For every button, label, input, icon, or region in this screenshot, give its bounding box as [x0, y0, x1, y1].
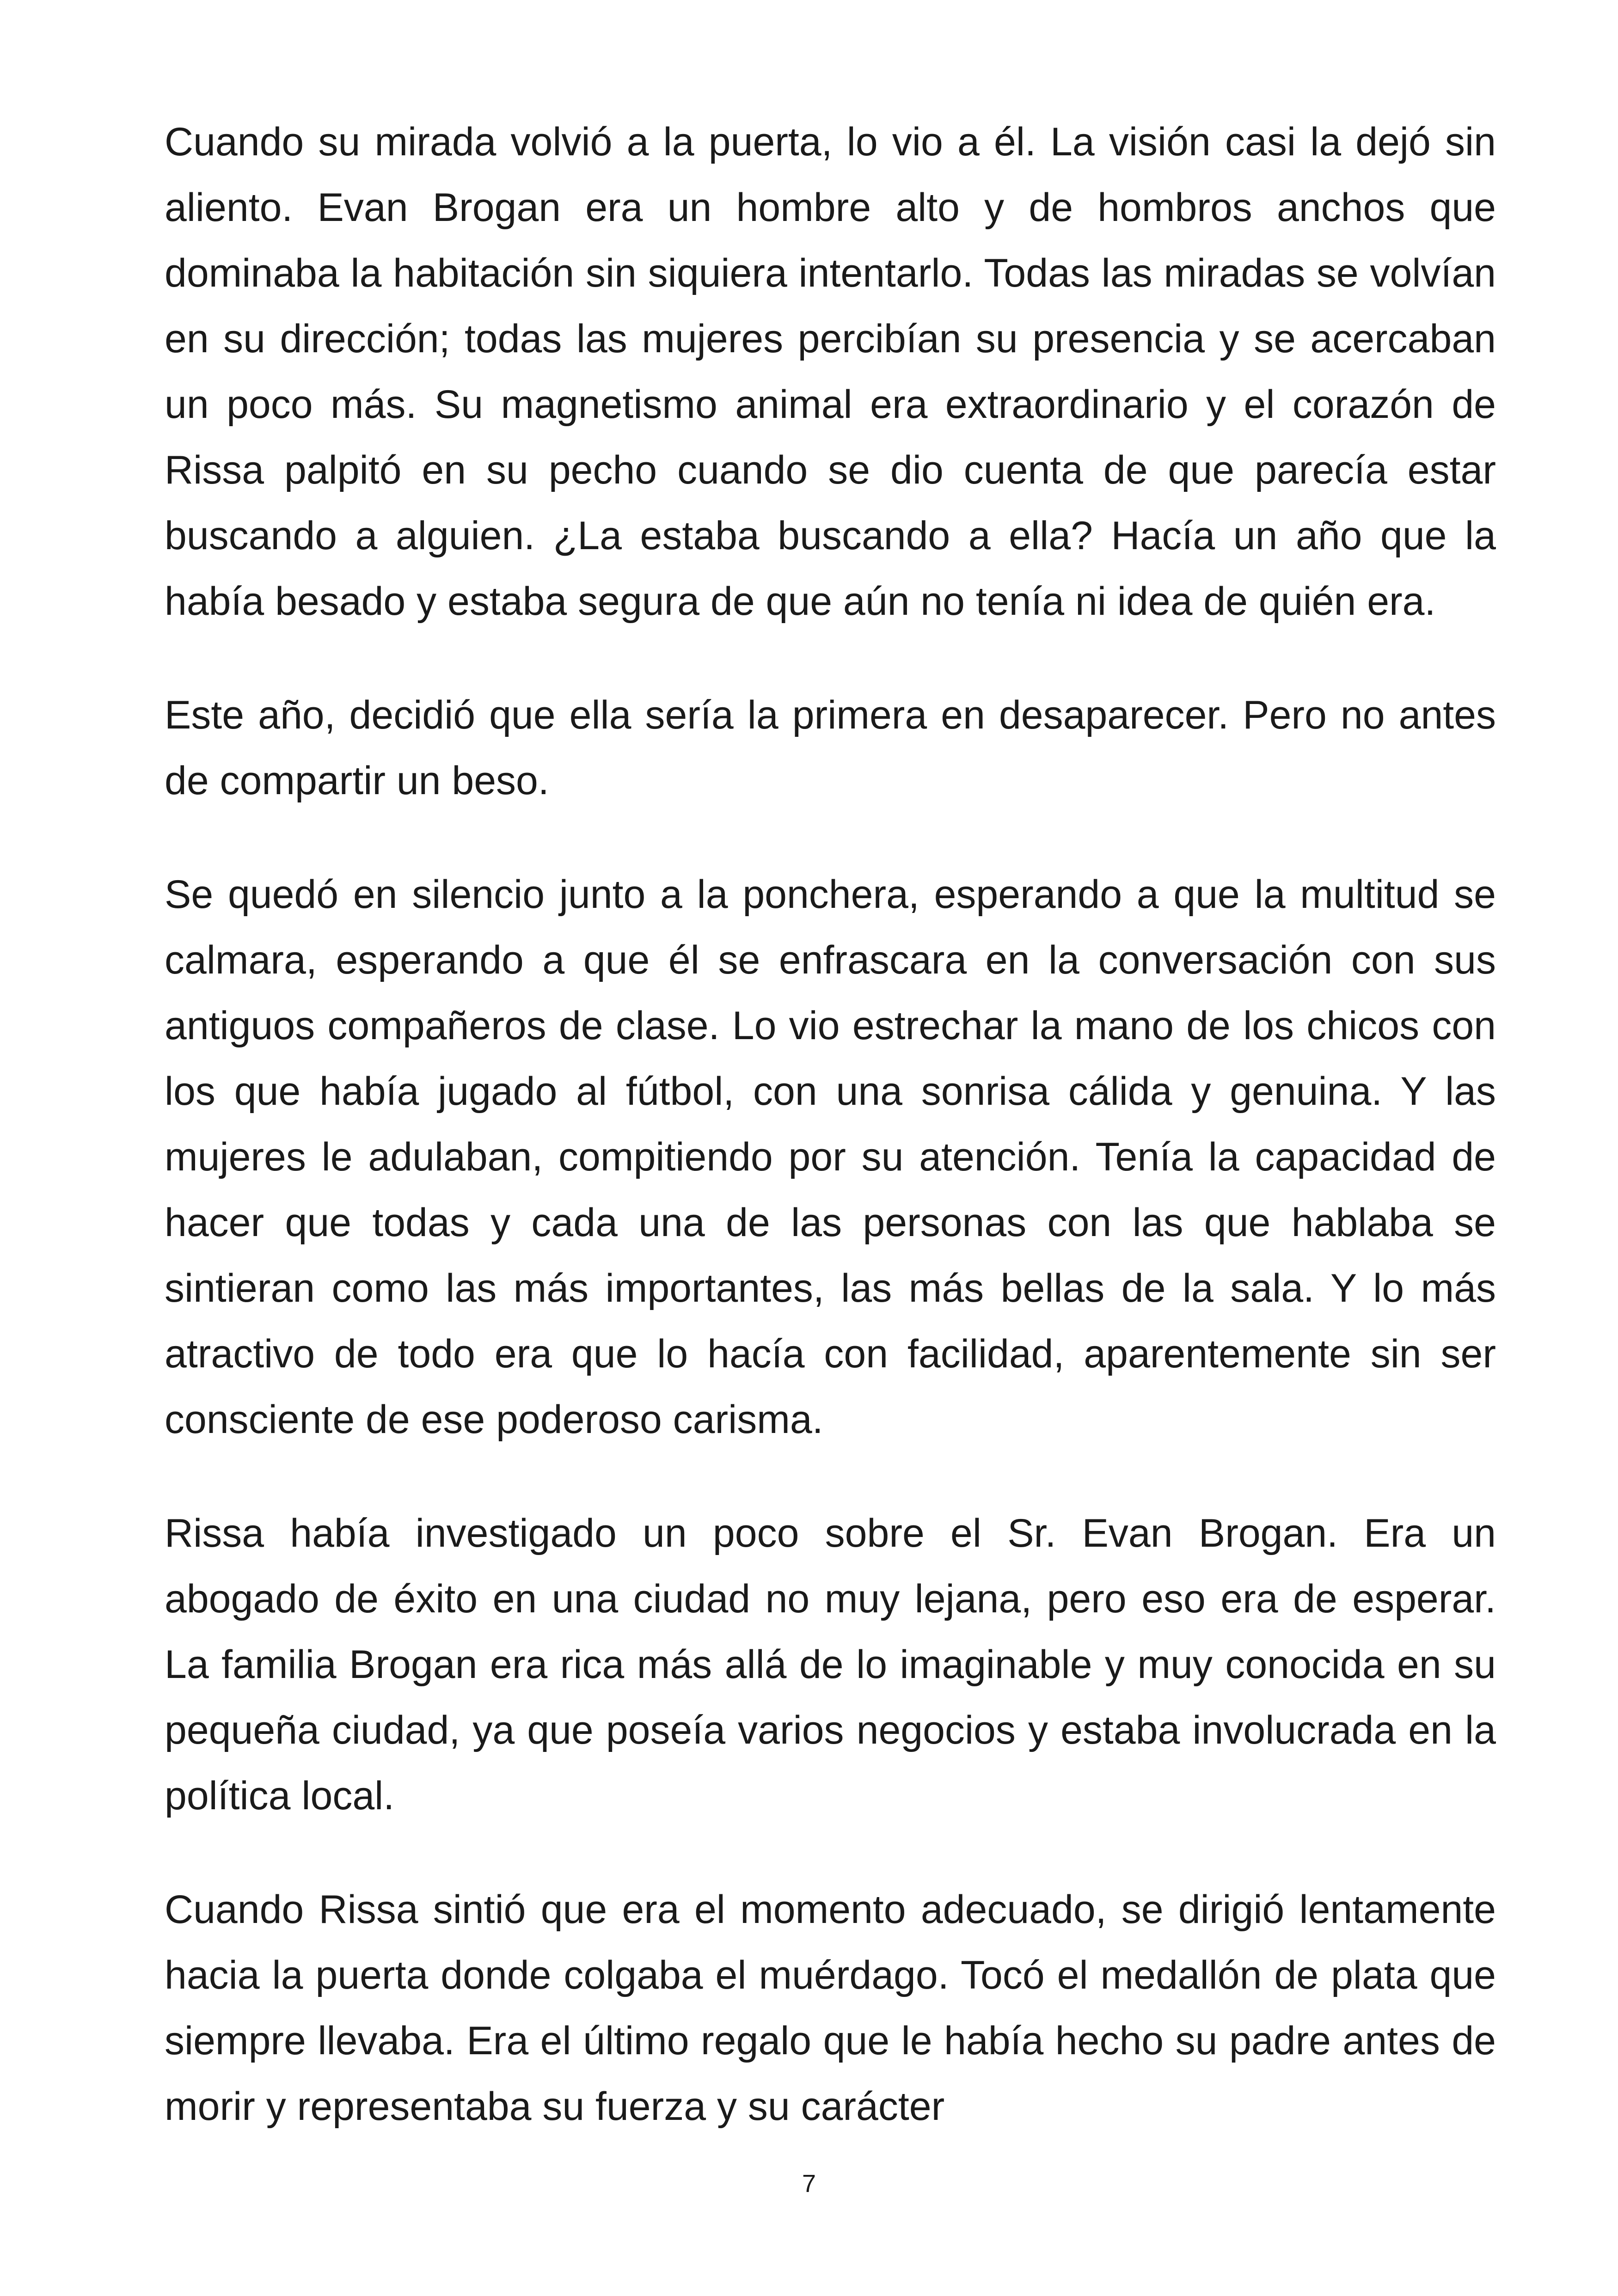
paragraph-4: Rissa había investigado un poco sobre el Sr. Evan Brogan. Era un abogado de éxito en una ciudad no muy lejana, pero eso era de esperar. La familia Brogan era rica más allá de lo imaginable y muy conocida en su pequeña ciudad, ya que poseía varios negocios y estaba involucrada en la política local. [165, 1511, 1496, 1818]
paragraph-5: Cuando Rissa sintió que era el momento adecuado, se dirigió lentamente hacia la puerta donde colgaba el muérdago. Tocó el medallón de plata que siempre llevaba. Era el último regalo que le había hecho su padre antes de morir y representaba su fuerza y su carácter [165, 1887, 1496, 2129]
paragraph-2: Este año, decidió que ella sería la primera en desaparecer. Pero no antes de compartir un beso. [165, 693, 1496, 803]
body-text [165, 109, 1496, 2139]
paragraph-3: Se quedó en silencio junto a la ponchera, esperando a que la multitud se calmara, esperando a que él se enfrascara en la conversación con sus antiguos compañeros de clase. Lo vio estrechar la mano de los chicos con los que había jugado al fútbol, con una sonrisa cálida y genuina. Y las mujeres le adulaban, compitiendo por su atención. Tenía la capacidad de hacer que todas y cada una de las personas con las que hablaba se sintieran como las más importantes, las más bellas de la sala. Y lo más atractivo de todo era que lo hacía con facilidad, aparentemente sin ser consciente de ese poderoso carisma. [165, 872, 1496, 1442]
paragraph-1: Cuando su mirada volvió a la puerta, lo vio a él. La visión casi la dejó sin aliento. Evan Brogan era un hombre alto y de hombros anchos que dominaba la habitación sin siquiera intentarlo. Todas las miradas se volvían en su dirección; todas las mujeres percibían su presencia y se acercaban un poco más. Su magnetismo animal era extraordinario y el corazón de Rissa palpitó en su pecho cuando se dio cuenta de que parecía estar buscando a alguien. ¿La estaba buscando a ella? Hacía un año que la había besado y estaba segura de que aún no tenía ni idea de quién era. [165, 120, 1496, 624]
page-number: 7 [802, 2170, 816, 2198]
